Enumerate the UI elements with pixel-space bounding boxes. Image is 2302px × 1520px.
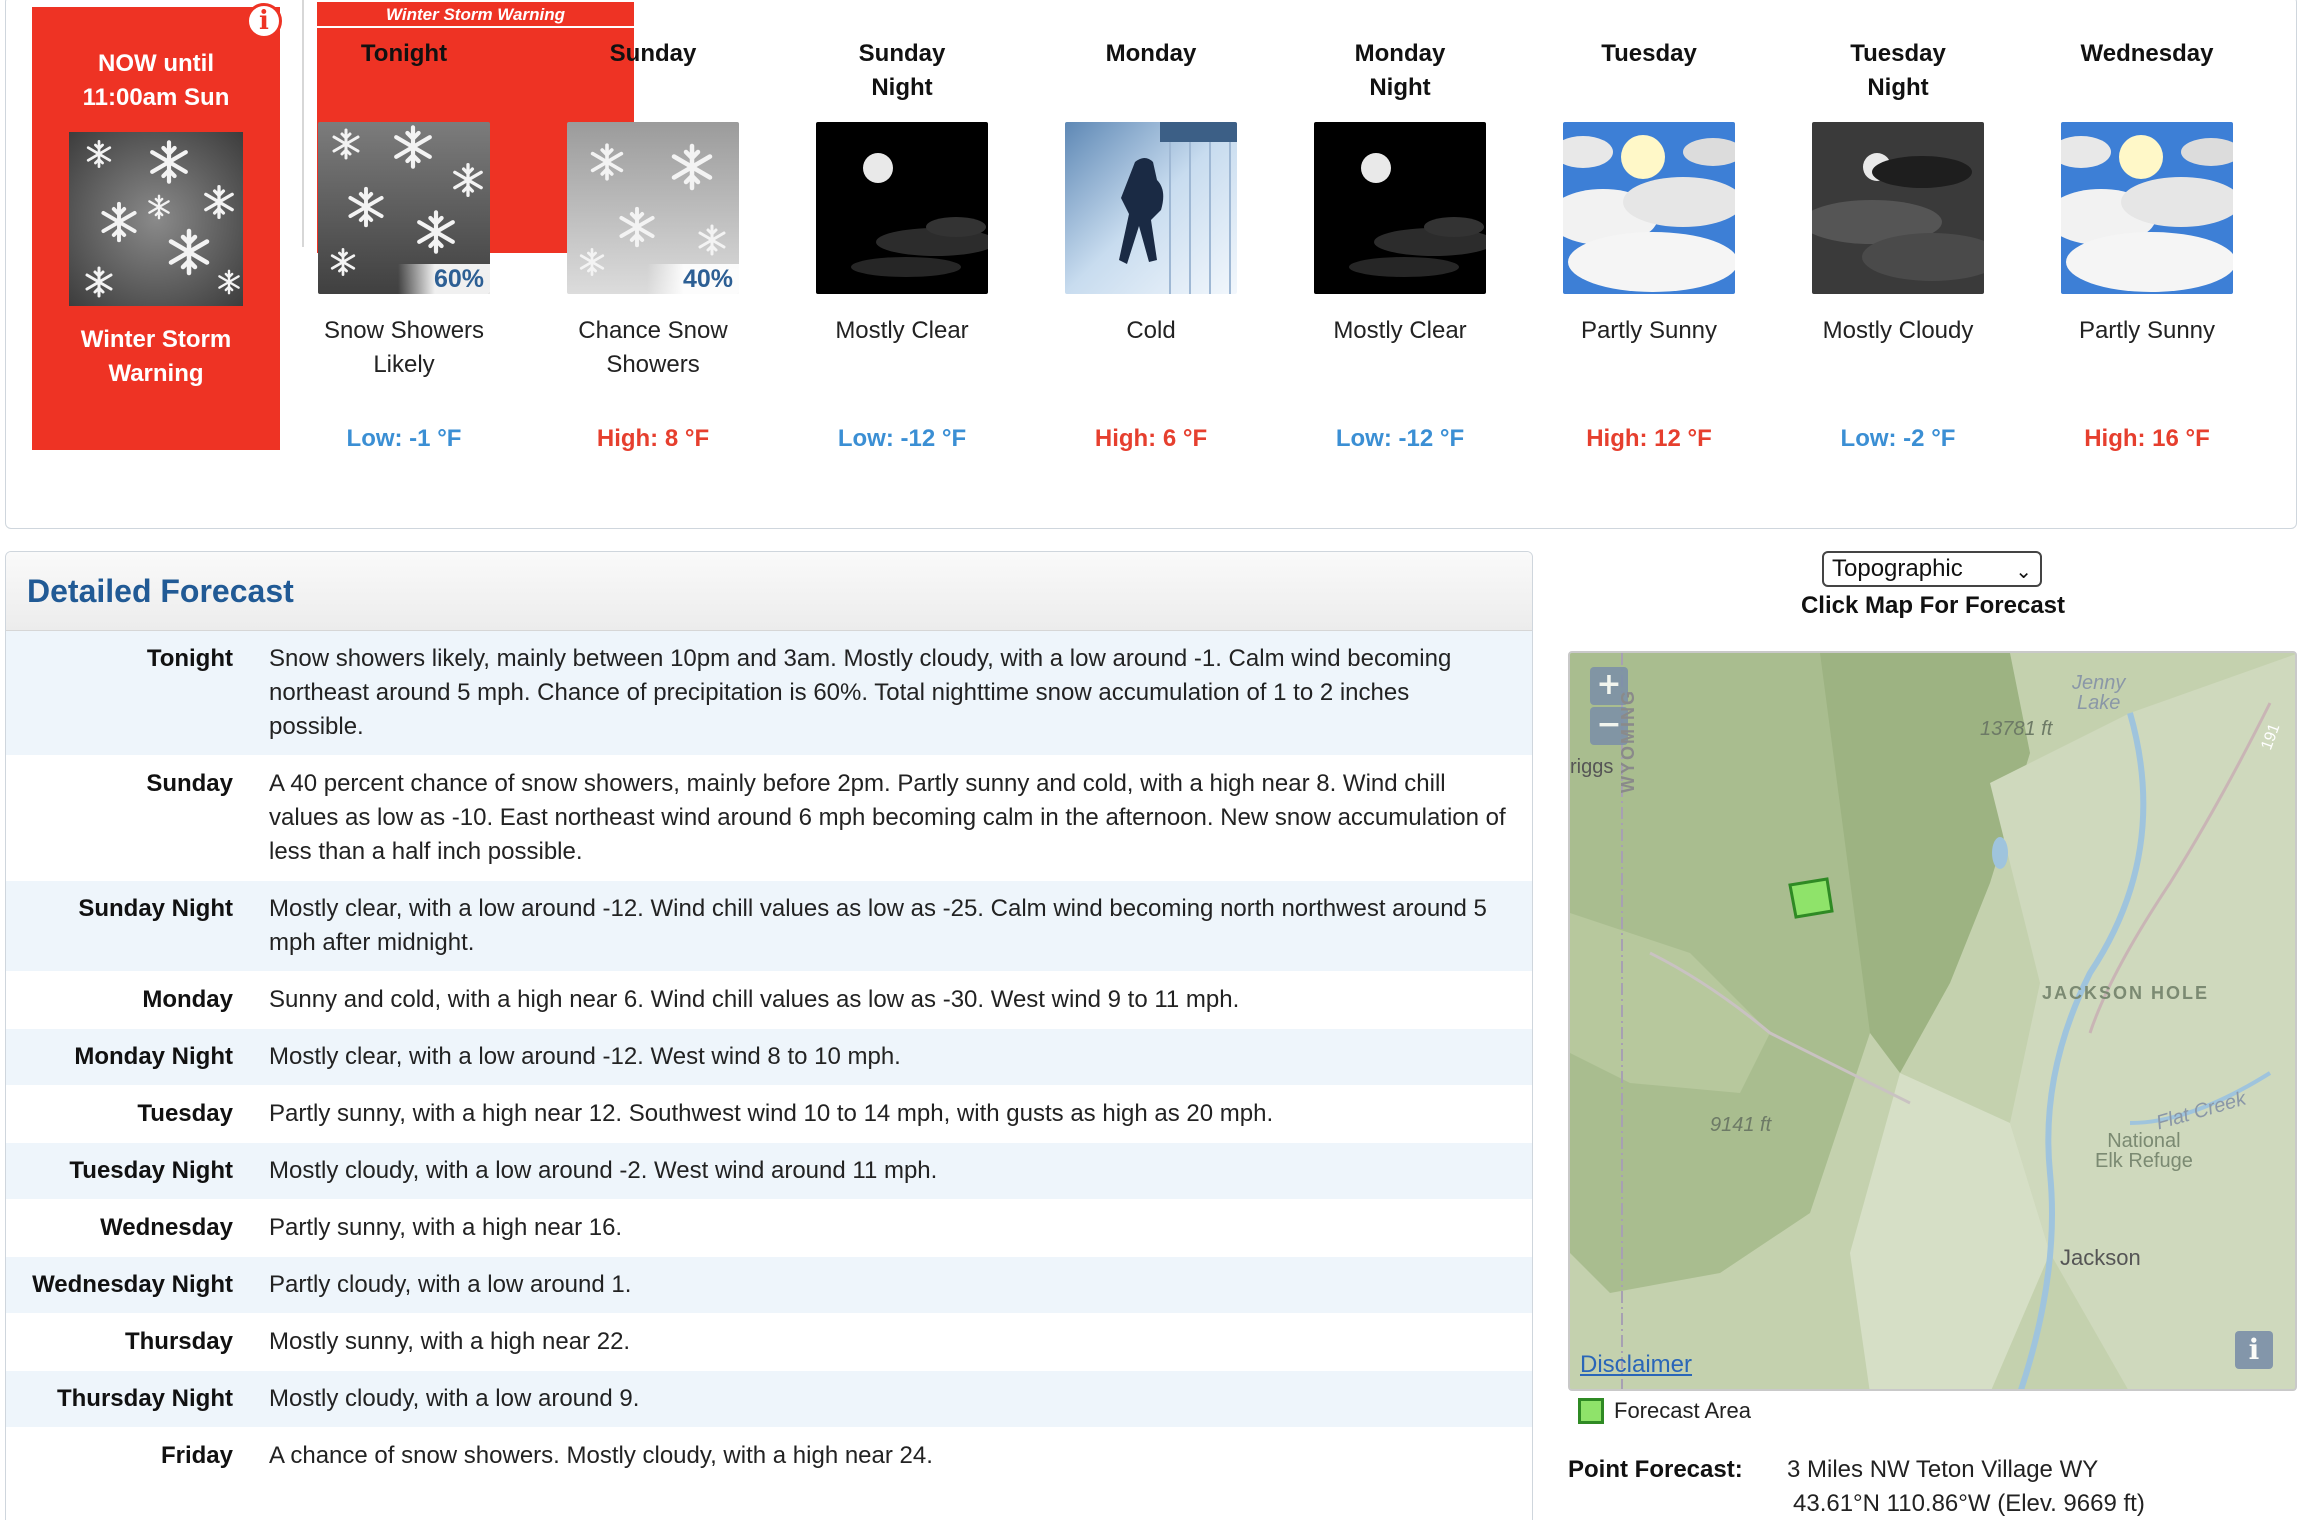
period-name: Wednesday	[2080, 40, 2214, 67]
forecast-row	[6, 1314, 1532, 1371]
forecast-row-text: Snow showers likely, mainly between 10pm and 3am. Mostly cloudy, with a low around -1. Calm wind becoming northeast around 5 mph. Chance of precipitation is 60%. Total nighttime snow accumulation of 1 to 2 inches possible.	[269, 645, 1452, 740]
period-temp: Low: -12 °F	[837, 425, 967, 452]
forecast-row	[6, 1428, 1532, 1485]
forecast-row-text: Mostly sunny, with a high near 22.	[269, 1328, 631, 1355]
disclaimer-link[interactable]: Disclaimer	[1580, 1351, 1693, 1378]
forecast-map[interactable]	[1568, 651, 2297, 1391]
alert-title: Winter Storm Warning	[80, 326, 232, 387]
forecast-row	[6, 1200, 1532, 1257]
period-tile[interactable]	[1300, 37, 1500, 454]
snow-showers-icon	[318, 122, 490, 294]
forecast-row-label: Monday Night	[74, 1043, 233, 1070]
period-name: Sunday	[609, 40, 697, 67]
map-type-value: Topographic	[1832, 555, 1963, 582]
period-tile[interactable]	[1549, 37, 1749, 454]
period-short-desc: Mostly Clear	[835, 317, 969, 344]
period-tile[interactable]	[2047, 37, 2247, 454]
hazard-alert-tile[interactable]	[32, 7, 280, 450]
period-temp: Low: -12 °F	[1335, 425, 1465, 452]
period-short-desc: Chance Snow Showers	[578, 317, 728, 378]
forecast-strip	[5, 0, 2297, 529]
cloudy-night-icon	[1812, 122, 1984, 294]
topo-map-image	[1570, 653, 2297, 1391]
forecast-row	[6, 1029, 1532, 1086]
period-name: Tuesday	[1601, 40, 1697, 67]
cold-icon	[1065, 122, 1237, 294]
period-name: Monday	[1105, 40, 1197, 67]
map-label-route: 191	[2258, 721, 2284, 753]
map-label-elk-refuge: National Elk Refuge	[2095, 1130, 2193, 1172]
map-caption: Click Map For Forecast	[1800, 592, 2066, 619]
forecast-area-swatch	[1578, 1398, 1604, 1424]
forecast-row-text: Partly sunny, with a high near 12. Southwest wind 10 to 14 mph, with gusts as high as 20 mph.	[269, 1100, 1274, 1127]
forecast-row	[6, 1143, 1532, 1200]
map-label-wyoming: WYOMING	[1618, 689, 1638, 793]
forecast-row-label: Wednesday	[100, 1214, 233, 1241]
forecast-row-label: Sunday Night	[78, 895, 233, 922]
forecast-row	[6, 1371, 1532, 1428]
detailed-forecast-title: Detailed Forecast	[6, 552, 1532, 631]
forecast-row-text: Partly cloudy, with a low around 1.	[269, 1271, 632, 1298]
partly-sunny-icon	[1563, 122, 1735, 294]
forecast-row-text: Partly sunny, with a high near 16.	[269, 1214, 623, 1241]
period-name: Monday Night	[1354, 40, 1446, 101]
precip-chance: 60%	[398, 264, 490, 294]
forecast-row-text: A 40 percent chance of snow showers, mainly before 2pm. Partly sunny and cold, with a high near 8. Wind chill values as low as -10. East northeast wind around 6 mph becoming calm in the afternoon. New snow accumulation of less than a half inch possible.	[269, 770, 1506, 865]
forecast-row-text: Mostly cloudy, with a low around -2. West wind around 11 mph.	[269, 1157, 938, 1184]
forecast-row-label: Wednesday Night	[32, 1271, 233, 1298]
chevron-down-icon: ⌄	[2015, 561, 2032, 583]
chance-snow-icon	[567, 122, 739, 294]
forecast-row-text: Mostly clear, with a low around -12. Wind chill values as low as -25. Calm wind becoming north northwest around 5 mph after midnight.	[269, 895, 1487, 956]
period-name: Sunday Night	[858, 40, 946, 101]
period-tile[interactable]	[553, 37, 753, 454]
zoom-in-button[interactable]: +	[1590, 667, 1628, 705]
forecast-row-label: Sunday	[146, 770, 233, 797]
zoom-out-button[interactable]: −	[1590, 707, 1628, 745]
period-temp: High: 6 °F	[1094, 425, 1208, 452]
forecast-row-label: Thursday Night	[56, 1385, 233, 1412]
period-name: Tonight	[360, 40, 448, 67]
forecast-row-text: Sunny and cold, with a high near 6. Wind chill values as low as -30. West wind 9 to 11 mph.	[269, 986, 1240, 1013]
clear-night-icon	[816, 122, 988, 294]
map-label-flat-creek: Flat Creek	[2153, 1087, 2249, 1135]
map-label-jackson: Jackson	[2060, 1245, 2141, 1270]
period-short-desc: Partly Sunny	[2078, 317, 2216, 344]
period-temp: High: 8 °F	[596, 425, 710, 452]
map-type-select[interactable]	[1822, 551, 2042, 587]
map-label-driggs: riggs	[1570, 756, 1614, 778]
alert-time: NOW until 11:00am Sun	[82, 50, 230, 111]
forecast-row-label: Friday	[160, 1442, 233, 1469]
warning-band-label: Winter Storm Warning	[317, 2, 634, 28]
forecast-row-label: Tuesday	[137, 1100, 233, 1127]
forecast-row	[6, 881, 1532, 972]
point-forecast-coords: 43.61°N 110.86°W (Elev. 9669 ft)	[1793, 1490, 2145, 1517]
forecast-row-text: Mostly clear, with a low around -12. West wind 8 to 10 mph.	[269, 1043, 901, 1070]
period-temp: High: 12 °F	[1586, 425, 1712, 452]
detailed-forecast-panel	[5, 551, 1533, 1520]
period-tile[interactable]	[1798, 37, 1998, 454]
precip-chance: 40%	[647, 264, 739, 294]
period-short-desc: Mostly Clear	[1333, 317, 1467, 344]
forecast-row	[6, 756, 1532, 881]
period-tile[interactable]	[304, 37, 504, 454]
forecast-row-text: Mostly cloudy, with a low around 9.	[269, 1385, 640, 1412]
snowflakes-icon	[69, 132, 243, 306]
period-temp: High: 16 °F	[2084, 425, 2210, 452]
forecast-row-text: A chance of snow showers. Mostly cloudy, with a high near 24.	[269, 1442, 933, 1469]
period-short-desc: Partly Sunny	[1580, 317, 1718, 344]
map-label-jackson-hole: JACKSON HOLE	[2042, 983, 2210, 1003]
point-forecast-label: Point Forecast:	[1568, 1456, 1743, 1483]
info-icon[interactable]: i	[246, 3, 282, 39]
forecast-row	[6, 1257, 1532, 1314]
legend-label: Forecast Area	[1614, 1398, 1751, 1423]
forecast-row	[6, 631, 1532, 756]
period-tile[interactable]	[1051, 37, 1251, 454]
clear-night-icon	[1314, 122, 1486, 294]
period-short-desc: Snow Showers Likely	[323, 317, 485, 378]
map-label-peak: 9141 ft	[1710, 1114, 1772, 1136]
forecast-row	[6, 1086, 1532, 1143]
period-temp: Low: -2 °F	[1840, 425, 1956, 452]
forecast-row-label: Monday	[142, 986, 233, 1013]
period-temp: Low: -1 °F	[346, 425, 462, 452]
forecast-row	[6, 972, 1532, 1029]
partly-sunny-icon	[2061, 122, 2233, 294]
point-forecast-location: 3 Miles NW Teton Village WY	[1787, 1456, 2099, 1483]
forecast-row-label: Thursday	[124, 1328, 233, 1355]
period-short-desc: Mostly Cloudy	[1822, 317, 1974, 344]
period-name: Tuesday Night	[1850, 40, 1946, 101]
period-tile[interactable]	[802, 37, 1002, 454]
map-legend	[1578, 1396, 1751, 1426]
map-info-icon[interactable]: i	[2235, 1331, 2273, 1369]
forecast-row-label: Tonight	[146, 645, 233, 672]
map-label-jenny-lake: Jenny Lake	[2072, 672, 2126, 714]
map-label-peak: 13781 ft	[1980, 718, 2053, 740]
period-short-desc: Cold	[1126, 317, 1176, 344]
forecast-row-label: Tuesday Night	[69, 1157, 233, 1184]
